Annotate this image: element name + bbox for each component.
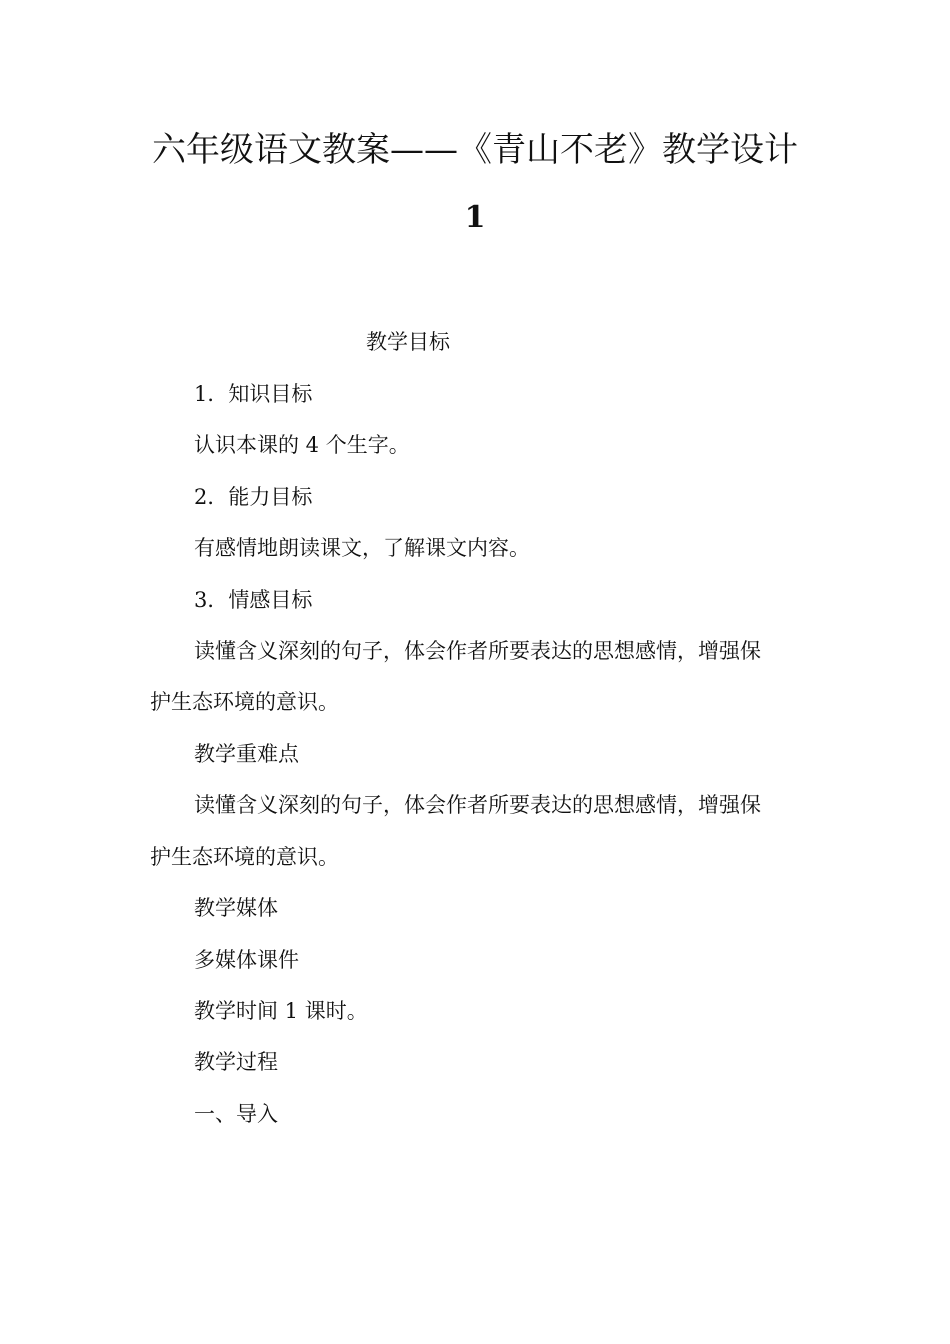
step-1-heading: 一、导入 [194,1102,278,1126]
document-title-number: 1 [464,200,486,235]
media-heading: 教学媒体 [194,896,278,920]
section-heading-objectives: 教学目标 [366,330,450,354]
media-text: 多媒体课件 [194,948,299,972]
objective-3-text-line1: 读懂含义深刻的句子，体会作者所要表达的思想感情，增强保 [194,639,761,663]
objective-2-text: 有感情地朗读课文，了解课文内容。 [194,536,530,560]
keypoints-text-line1: 读懂含义深刻的句子，体会作者所要表达的思想感情，增强保 [194,793,761,817]
objective-1-text: 认识本课的 4 个生字。 [194,433,410,457]
keypoints-text-line2: 护生态环境的意识。 [150,845,339,869]
objective-1-heading: 1．知识目标 [194,382,313,406]
document-title: 六年级语文教案——《青山不老》教学设计 [152,130,798,170]
keypoints-heading: 教学重难点 [194,742,299,766]
time-text: 教学时间 1 课时。 [194,999,368,1023]
objective-3-heading: 3．情感目标 [194,588,313,612]
objective-2-heading: 2．能力目标 [194,485,313,509]
process-heading: 教学过程 [194,1050,278,1074]
objective-3-text-line2: 护生态环境的意识。 [150,690,339,714]
